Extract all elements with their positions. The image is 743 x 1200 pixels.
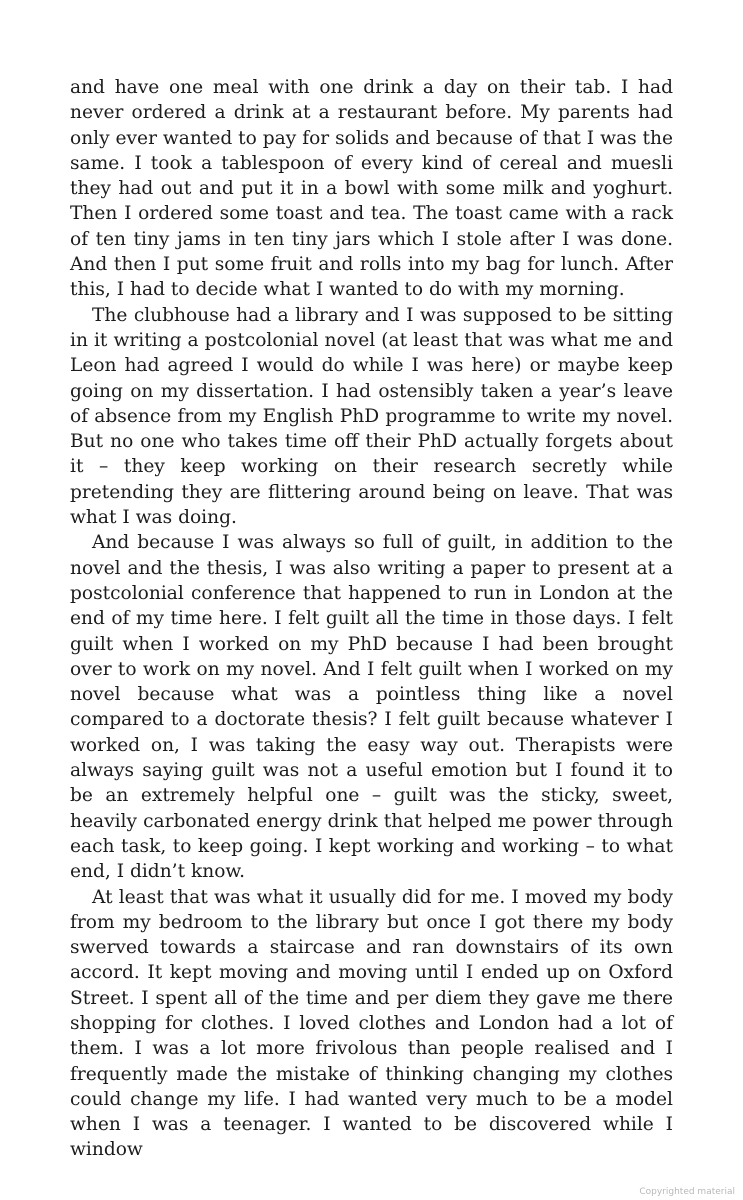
paragraph: And because I was always so full of guilt, in addition to the novel and the thesis, I was also writing a paper to present at a postcolonial conference that happened to run in London at the end of my time here. I felt guilt all the time in those days. I felt guilt when I worked on my PhD because I had been brought over to work on my novel. And I felt guilt when I worked on my novel because what was a pointless thing like a novel compared to a doctorate thesis? I felt guilt because whatever I worked on, I was taking the easy way out. Therapists were always saying guilt was not a useful emotion but I found it to be an extremely helpful one – guilt was the sticky, sweet, heavily carbonated energy drink that helped me power through each task, to keep going. I kept working and working – to what end, I didn’t know. bbox=[70, 532, 673, 883]
copyright-watermark: Copyrighted material bbox=[639, 1187, 735, 1197]
paragraph: At least that was what it usually did for me. I moved my body from my bedroom to the library but once I got there my body swerved towards a staircase and ran downstairs of its own accord. It kept moving and moving until I ended up on Oxford Street. I spent all of the time and per diem they gave me there shopping for clothes. I loved clothes and London had a lot of them. I was a lot more frivolous than people realised and I frequently made the mistake of thinking changing my clothes could change my life. I had wanted very much to be a model when I was a teenager. I wanted to be discovered while I window bbox=[70, 886, 673, 1161]
paragraph: and have one meal with one drink a day on their tab. I had never ordered a drink at a restaurant before. My parents had only ever wanted to pay for solids and because of that I was the same. I took a tablespoon of every kind of cereal and muesli they had out and put it in a bowl with some milk and yoghurt. Then I ordered some toast and tea. The toast came with a rack of ten tiny jams in ten tiny jars which I stole after I was done. And then I put some fruit and rolls into my bag for lunch. After this, I had to decide what I wanted to do with my morning. bbox=[70, 77, 673, 301]
book-page-text bbox=[70, 75, 673, 1163]
paragraph: The clubhouse had a library and I was supposed to be sitting in it writing a postcolonial novel (at least that was what me and Leon had agreed I would do while I was here) or maybe keep going on my dissertation. I had ostensibly taken a year’s leave of absence from my English PhD programme to write my novel. But no one who takes time off their PhD actually forgets about it – they keep working on their research secretly while pretending they are flittering around being on leave. That was what I was doing. bbox=[70, 304, 673, 529]
